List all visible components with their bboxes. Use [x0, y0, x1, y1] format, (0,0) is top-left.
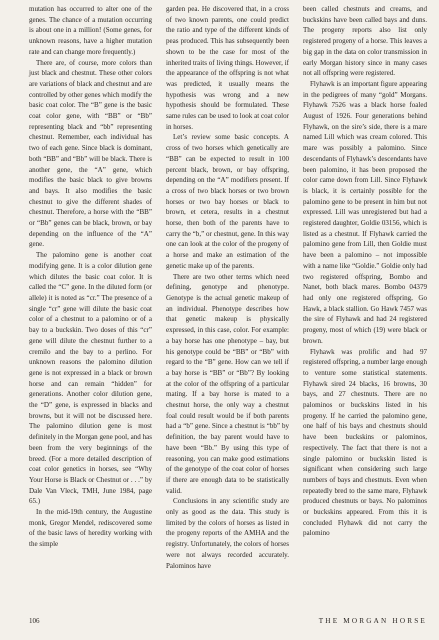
paragraph: Conclusions in any scientific study are only as good as the data. This study is limited by the colors of horses as listed in the progeny reports of the AMHA and the registry. Unfortunately, the colors of horses were not always recorded accurately. Palominos have: [166, 497, 289, 570]
running-title: THE MORGAN HORSE: [318, 617, 427, 625]
paragraph: mutation has occurred to alter one of the genes. The chance of a mutation occurring is about one in a million! (Some genes, for unknown reasons, have a higher mutation rate and can change more frequently.): [29, 5, 152, 56]
column-2: [166, 4, 289, 571]
paragraph: been called chestnuts and creams, and buckskins have been called bays and duns. The progeny reports also list only registered progeny of a horse. This leaves a big gap in the data on color transmission in early Morgan history since in many cases not all offspring were registered.: [303, 5, 427, 78]
paragraph: Flyhawk was prolific and had 97 registered offspring, a number large enough to venture some statistical statements. Flyhawk sired 24 blacks, 16 browns, 30 bays, and 27 chestnuts. There are no palominos or buckskins listed in his progeny. If he carried the palomino gene, one half of his bays and chestnuts should have been buckskins or palominos, respectively. The fact that there is not a single palomino or buckskin listed is significant when considering such large numbers of bays and chestnuts. Even when repeatedly bred to the same mare, Flyhawk produced chestnuts or bays. No palominos or buckskins appeared. From this it is concluded Flyhawk did not carry the palomino: [303, 347, 427, 538]
column-3: [303, 4, 427, 539]
column-1: [29, 4, 152, 550]
paragraph: There are two other terms which need defining, genotype and phenotype. Genotype is the actual genetic makeup of an individual. Phenotype describes how that genetic makeup is physically expressed, in this case, color. For example: a bay horse has one phenotype – bay, but his genotype could be “BB” or “Bb” with regard to the “B” gene. How can we tell if a bay horse is “BB” or “Bb”? By looking at the color of the offspring of a particular mating. If a bay horse is mated to a chestnut horse, the only way a chestnut foal could result would be if both parents had a “b” gene. Since a chestnut is “bb” by definition, the bay parent would have to have been “Bb.” By using this type of reasoning, you can make good estimations of the genotype of the coat color of horses if there are enough data to be statistically valid.: [166, 272, 289, 495]
page-number: 106: [29, 617, 40, 625]
paragraph: There are, of course, more colors than just black and chestnut. These other colors are variations of black and chestnut and are controlled by other genes which modify the basic coat color. The “B” gene is the basic coat color gene, with “BB” or “Bb” representing black and “bb” representing chestnut. Remember, each individual has two of each gene. Since black is dominant, both “BB” and “Bb” will be black. There is another gene, the “A” gene, which modifies the basic black to give browns and bays. It also modifies the basic chestnut to give the different shades of chestnut. Therefore, a horse with the “BB” or “Bb” genes can be black, brown, or bay depending on the influence of the “A” gene.: [29, 58, 152, 249]
paragraph: Let’s review some basic concepts. A cross of two horses which genetically are “BB” can be expected to result in 100 percent black, brown, or bay offspring, depending on the “A” modifiers present. If a cross of two black horses or two brown horses or two bay horses or black to brown, et cetera, results in a chestnut horse, then both of the parents have to carry the “b,” or chestnut, gene. In this way one can look at the color of the progeny of a horse and make an estimation of the genetic make up of the parents.: [166, 133, 289, 270]
paragraph: garden pea. He discovered that, in a cross of two known parents, one could predict the ratio and type of the different kinds of peas produced. This has subsequently been shown to be the case for most of the inherited traits of living things. However, if the appearance of the offspring is not what was predicted, it usually means the hypothesis was wrong and a new hypothesis should be formulated. These same rules can be used to look at coat color in horses.: [166, 5, 289, 131]
paragraph: The palomino gene is another coat modifying gene. It is a color dilution gene which dilutes the basic coat color. It is called the “C” gene. In the diluted form (or allele) it is noted as “cr.” The presence of a single “cr” gene will dilute the basic coat color of a chestnut to a palomino or of a bay to a buckskin. Two doses of this “cr” gene will dilute the chestnut further to a cremilo and the bay to a perlino. For unknown reasons the palomino dilution gene is not expressed in a black or brown horse and can remain “hidden” for generations. Another color dilution gene, the “D” gene, is expressed in blacks and browns, but it will not be discussed here. The palomino dilution gene is most definitely in the Morgan gene pool, and has been from the very beginnings of the breed. (For a more detailed description of coat color genetics in horses, see “Why Your Horse is Black or Chestnut or . . .” by Dale Van Vleck, TMH, June 1984, page 65.): [29, 251, 152, 506]
page-footer: [29, 617, 427, 629]
paragraph: In the mid-19th century, the Augustine monk, Gregor Mendel, rediscovered some of the basic laws of heredity working with the simple: [29, 508, 152, 549]
paragraph: Flyhawk is an important figure appearing in the pedigrees of many “gold” Morgans. Flyhawk 7526 was a black horse foaled August of 1926. Four generations behind Flyhawk, on the sire’s side, there is a mare named Lill which was cream colored. This mare was possibly a palomino. Since descendants of Flyhawk’s descendants have been palomino, it has been proposed the color came down from Lill. Since Flyhawk is black, it is certainly possible for the palomino gene to be present in him but not expressed. Lill was unregistered but had a registered daughter, Goldie 03156, which is listed as a chestnut. If Flyhawk carried the palomino gene from Lill, then Goldie must have been a palomino – not impossible with a name like “Goldie.” Goldie only had two registered offspring, Bombo and Nanet, both black mares. Bombo 04379 had only one registered offspring, Go Hawk, a black stallion. Go Hawk 7457 was the sire of Flyhawk and had 24 registered progeny, most of which (19) were black or brown.: [303, 79, 427, 345]
